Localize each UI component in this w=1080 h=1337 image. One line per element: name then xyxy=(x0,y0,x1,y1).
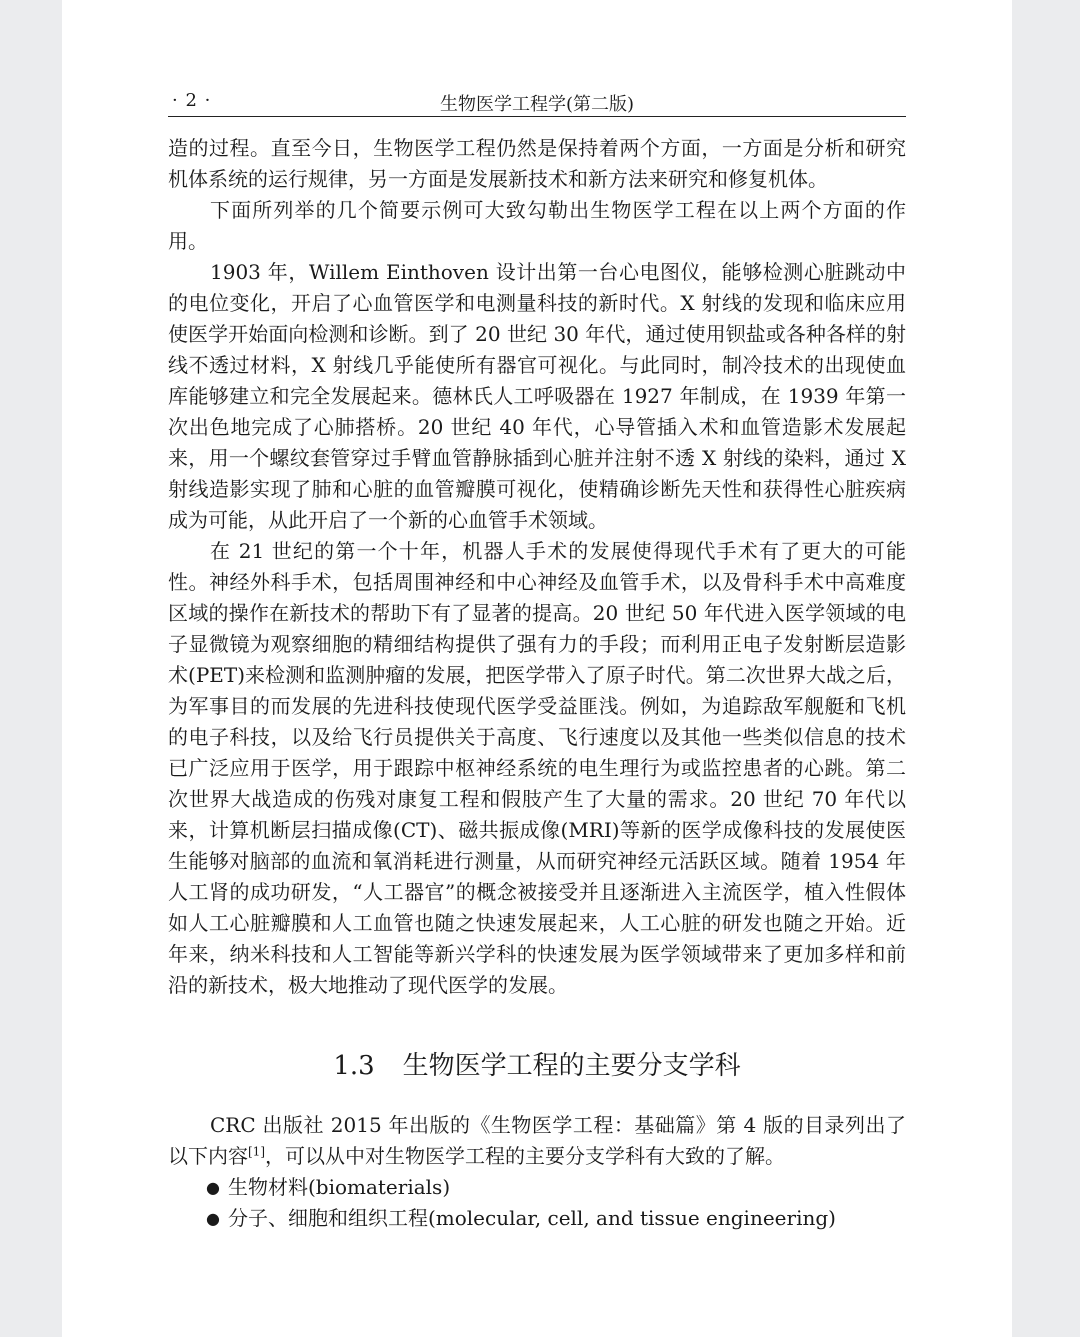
paragraph: 下面所列举的几个简要示例可大致勾勒出生物医学工程在以上两个方面的作用。 xyxy=(168,198,906,253)
section-body xyxy=(168,1110,906,1234)
body-text xyxy=(168,133,906,1001)
bullet-icon: ● xyxy=(206,1209,220,1228)
paragraph: 造的过程。直至今日，生物医学工程仍然是保持着两个方面，一方面是分析和研究机体系统的运行规律，另一方面是发展新技术和新方法来研究和修复机体。 xyxy=(168,136,906,191)
list-item-text: 分子、细胞和组织工程(molecular, cell, and tissue engineering) xyxy=(227,1206,836,1230)
bullet-icon: ● xyxy=(206,1178,220,1197)
section-title: 生物医学工程的主要分支学科 xyxy=(402,1051,741,1081)
list-item xyxy=(206,1172,906,1203)
page-number: · 2 · xyxy=(172,90,212,111)
paragraph: 1903 年，Willem Einthoven 设计出第一台心电图仪，能够检测心脏跳动中的电位变化，开启了心血管医学和电测量科技的新时代。X 射线的发现和临床应用使医学开始面向检测和诊断。到了 20 世纪 30 年代，通过使用钡盐或各种各样的射线不透过材料，X 射线几乎能使所有器官可视化。与此同时，制冷技术的出现使血库能够建立和完全发展起来。德林氏人工呼吸器在 1927 年制成，在 1939 年第一次出色地完成了心肺搭桥。20 世纪 40 年代，心导管插入术和血管造影术发展起来，用一个螺纹套管穿过手臂血管静脉插到心脏并注射不透 X 射线的染料，通过 X 射线造影实现了肺和心脏的血管瓣膜可视化，使精确诊断先天性和获得性心脏疾病成为可能，从此开启了一个新的心血管手术领域。 xyxy=(168,260,906,532)
intro-text: CRC 出版社 2015 年出版的《生物医学工程：基础篇》第 4 版的目录列出了以下内容 xyxy=(168,1113,906,1168)
list-item-text: 生物材料(biomaterials) xyxy=(227,1175,451,1199)
bullet-list xyxy=(168,1172,906,1234)
page-header xyxy=(168,86,906,117)
section-number: 1.3 xyxy=(333,1051,375,1081)
section-intro-paragraph xyxy=(168,1110,906,1172)
running-title: 生物医学工程学(第二版) xyxy=(439,94,635,115)
paragraph: 在 21 世纪的第一个十年，机器人手术的发展使得现代手术有了更大的可能性。神经外科手术，包括周围神经和中心神经及血管手术，以及骨科手术中高难度区域的操作在新技术的帮助下有了显著的提高。20 世纪 50 年代进入医学领域的电子显微镜为观察细胞的精细结构提供了强有力的手段；而利用正电子发射断层造影术(PET)来检测和监测肿瘤的发展，把医学带入了原子时代。第二次世界大战之后，为军事目的而发展的先进科技使现代医学受益匪浅。例如，为追踪敌军舰艇和飞机的电子科技，以及给飞行员提供关于高度、飞行速度以及其他一些类似信息的技术已广泛应用于医学，用于跟踪中枢神经系统的电生理行为或监控患者的心跳。第二次世界大战造成的伤残对康复工程和假肢产生了大量的需求。20 世纪 70 年代以来，计算机断层扫描成像(CT)、磁共振成像(MRI)等新的医学成像科技的发展使医生能够对脑部的血流和氧消耗进行测量，从而研究神经元活跃区域。随着 1954 年人工肾的成功研发，“人工器官”的概念被接受并且逐渐进入主流医学，植入性假体如人工心脏瓣膜和人工血管也随之快速发展起来，人工心脏的研发也随之开始。近年来，纳米科技和人工智能等新兴学科的快速发展为医学领域带来了更加多样和前沿的新技术，极大地推动了现代医学的发展。 xyxy=(168,539,906,997)
citation-ref: [1] xyxy=(248,1144,265,1159)
section-heading xyxy=(168,1046,906,1086)
intro-text-cont: ，可以从中对生物医学工程的主要分支学科有大致的了解。 xyxy=(265,1144,785,1168)
list-item xyxy=(206,1203,906,1234)
book-page xyxy=(62,0,1012,1337)
